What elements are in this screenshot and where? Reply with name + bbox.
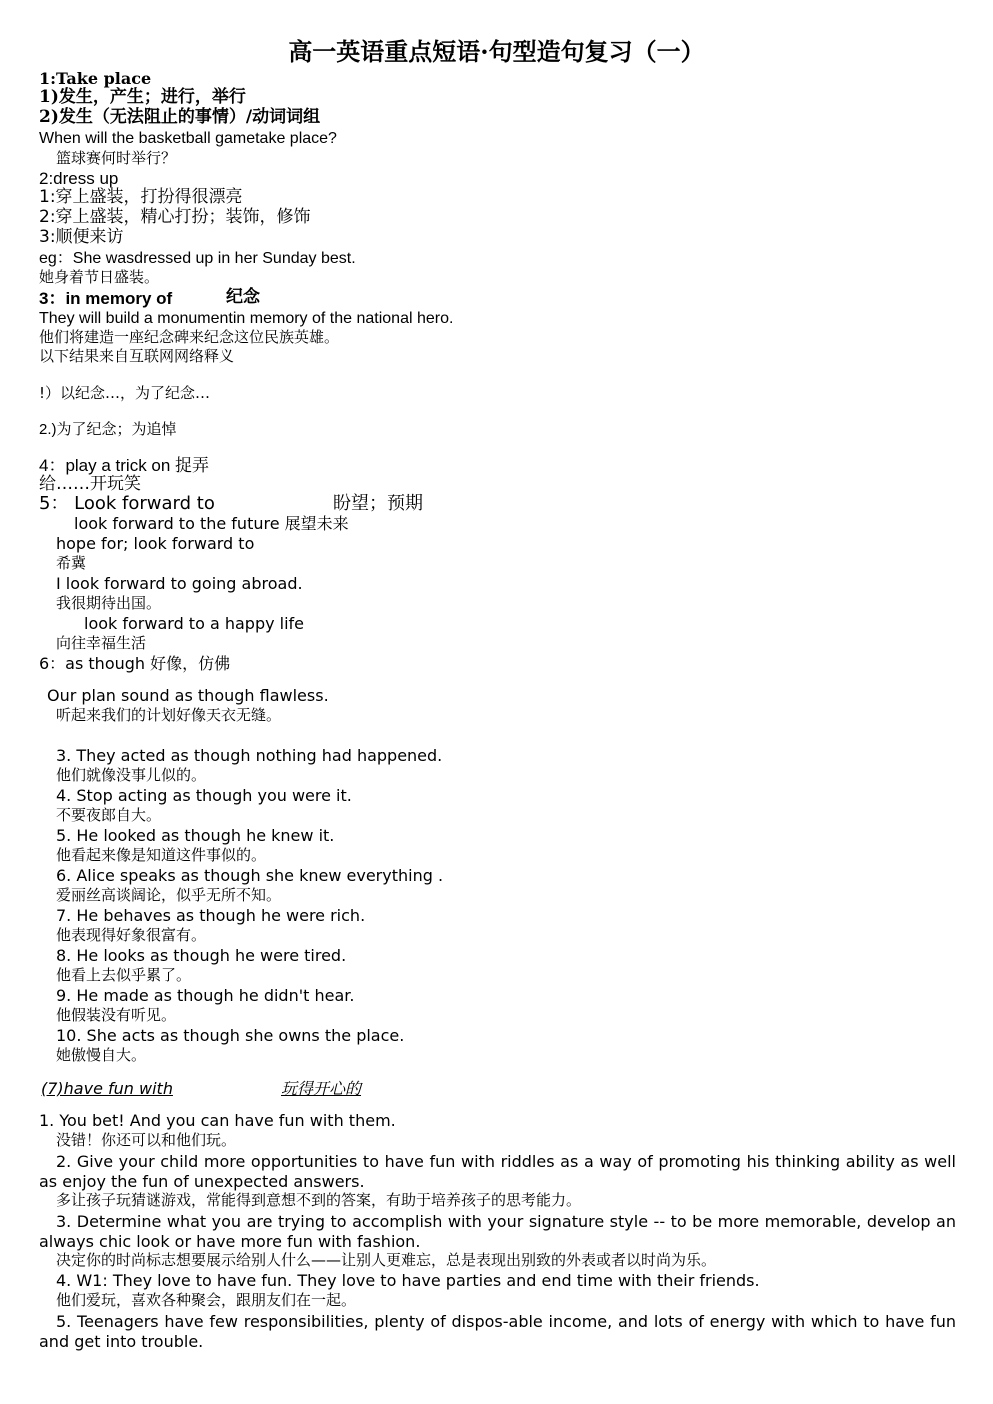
example-sentence: 3. They acted as though nothing had happened. — [56, 746, 443, 765]
translation: 决定你的时尚标志想要展示给别人什么——让别人更难忘，总是表现出别致的外表或者以时尚为乐。 — [56, 1251, 717, 1269]
example-sentence: I look forward to going abroad. — [56, 574, 303, 593]
example-sentence: 5. He looked as though he knew it. — [56, 826, 335, 845]
translation: 没错！你还可以和他们玩。 — [56, 1131, 237, 1149]
example-sentence: Our plan sound as though flawless. — [47, 686, 329, 705]
example-sentence: 3. Determine what you are trying to accomplish with your signature style -- to be more memorable, develop an always chic look or have more fun with fashion. — [39, 1212, 956, 1251]
translation: 我很期待出国。 — [56, 594, 162, 612]
definition: !）以纪念…，为了纪念… — [39, 384, 211, 402]
example-sentence: hope for; look forward to — [56, 534, 255, 553]
translation: 爱丽丝高谈阔论，似乎无所不知。 — [56, 886, 282, 904]
example-sentence: 10. She acts as though she owns the place. — [56, 1026, 405, 1045]
example-sentence: They will build a monumentin memory of the national hero. — [39, 310, 454, 327]
example-sentence: 4. W1: They love to have fun. They love to have parties and end time with their friends. — [56, 1271, 760, 1290]
example-sentence: 4. Stop acting as though you were it. — [56, 786, 352, 805]
example-sentence: look forward to a happy life — [84, 614, 305, 633]
example-sentence: 1. You bet! And you can have fun with them. — [39, 1111, 396, 1130]
phrase-heading: 2:dress up — [39, 169, 119, 188]
example-sentence: 7. He behaves as though he were rich. — [56, 906, 366, 925]
translation: 向往幸福生活 — [56, 634, 147, 652]
phrase-heading: 5： Look forward to — [39, 493, 215, 514]
example-sentence: look forward to the future 展望未来 — [74, 514, 349, 533]
translation: 篮球赛何时举行？ — [56, 149, 177, 167]
example-sentence: 6. Alice speaks as though she knew everything . — [56, 866, 444, 885]
definition: 1)发生，产生；进行，举行 — [39, 87, 246, 107]
translation: 他们爱玩，喜欢各种聚会，跟朋友们在一起。 — [56, 1291, 357, 1309]
note: 以下结果来自互联网网络释义 — [39, 347, 235, 365]
translation: 她身着节日盛装。 — [39, 268, 160, 286]
translation: 他表现得好象很富有。 — [56, 926, 207, 944]
translation: 他看上去似乎累了。 — [56, 966, 192, 984]
translation: 他看起来像是知道这件事似的。 — [56, 846, 267, 864]
translation: 多让孩子玩猜谜游戏，常能得到意想不到的答案，有助于培养孩子的思考能力。 — [56, 1191, 582, 1209]
translation: 他们就像没事儿似的。 — [56, 766, 207, 784]
example-sentence: 5. Teenagers have few responsibilities, plenty of dispos-able income, and lots of energy with which to have fun and get into trouble. — [39, 1312, 956, 1351]
definition: 玩得开心的 — [281, 1079, 362, 1098]
translation: 希冀 — [56, 554, 87, 572]
translation: 她傲慢自大。 — [56, 1046, 147, 1064]
example-sentence: eg：She wasdressed up in her Sunday best. — [39, 250, 356, 267]
phrase-heading: 1:Take place — [39, 69, 152, 88]
phrase-heading: 3：in memory of — [39, 289, 173, 308]
phrase-heading: (7)have fun with — [41, 1079, 173, 1098]
translation: 不要夜郎自大。 — [56, 806, 162, 824]
translation: 他们将建造一座纪念碑来纪念这位民族英雄。 — [39, 328, 340, 346]
definition: 2.)为了纪念；为追悼 — [39, 421, 177, 438]
page-title: 高一英语重点短语·句型造句复习（一） — [288, 37, 705, 66]
definition: 1:穿上盛装，打扮得很漂亮 — [39, 187, 243, 207]
definition: 纪念 — [226, 287, 260, 307]
definition: 2:穿上盛装，精心打扮；装饰，修饰 — [39, 207, 311, 227]
example-sentence: When will the basketball gametake place? — [39, 130, 337, 147]
definition: 2)发生（无法阻止的事情）/动词词组 — [39, 107, 321, 127]
translation: 他假装没有听见。 — [56, 1006, 177, 1024]
phrase-heading: 4：play a trick on 捉弄 — [39, 456, 210, 475]
phrase-heading: 6：as though 好像，仿佛 — [39, 654, 231, 673]
definition: 给……开玩笑 — [39, 474, 141, 494]
example-sentence: 9. He made as though he didn't hear. — [56, 986, 355, 1005]
definition: 盼望；预期 — [333, 493, 423, 514]
example-sentence: 2. Give your child more opportunities to have fun with riddles as a way of promoting his thinking ability as well as enjoy the fun of unexpected answers. — [39, 1152, 956, 1191]
definition: 3:顺便来访 — [39, 227, 124, 247]
translation: 听起来我们的计划好像天衣无缝。 — [56, 706, 282, 724]
example-sentence: 8. He looks as though he were tired. — [56, 946, 347, 965]
